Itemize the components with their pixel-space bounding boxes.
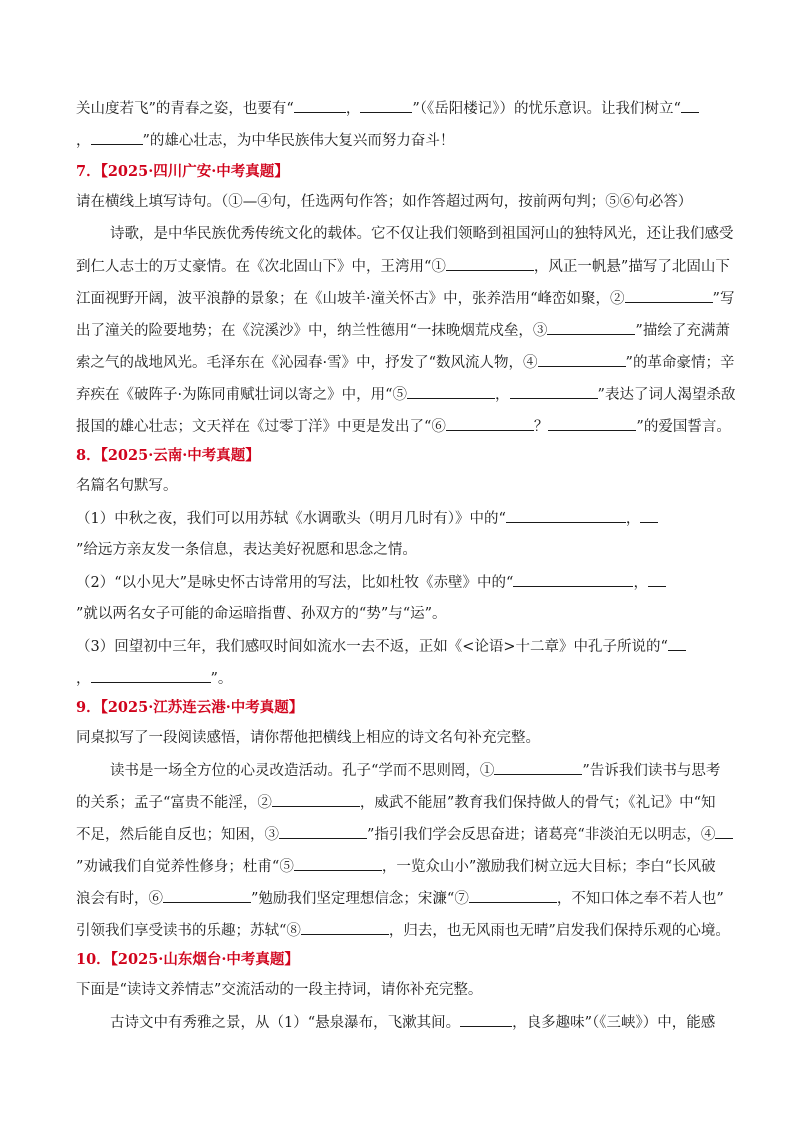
text-segment: ”的雄心壮志，为中华民族伟大复兴而努力奋斗！: [142, 133, 455, 149]
text-segment: ？: [533, 419, 549, 435]
text-line: [76, 888, 724, 909]
text-line: ”给远方亲友发一条信息，表达美好祝愿和思念之情。: [76, 542, 417, 558]
fill-blank[interactable]: [301, 920, 389, 935]
text-line: [76, 856, 716, 877]
fill-blank[interactable]: [513, 572, 633, 587]
text-segment: ”指引我们学会反思奋进；诸葛亮“非淡泊无以明志，④: [367, 827, 716, 843]
text-segment: 江面视野开阔，波平浪静的景象；在《山坡羊·潼关怀古》中，张养浩用“峰峦如聚，②: [76, 291, 625, 307]
fill-blank[interactable]: [294, 856, 382, 871]
text-segment: 出了潼关的险要地势；在《浣溪沙》中，纳兰性德用“一抹晚烟荒戍垒，③: [76, 323, 548, 339]
fill-blank[interactable]: [547, 320, 635, 335]
text-line: [76, 352, 734, 373]
text-line: [76, 668, 232, 689]
question-heading: 7．【2025·四川广安·中考真题】: [76, 163, 289, 180]
text-line: [76, 256, 730, 277]
text-segment: ”表达了词人渴望杀敌: [597, 387, 736, 403]
text-segment: ”的革命豪情；辛: [625, 355, 735, 371]
text-segment: ”。: [210, 671, 233, 687]
fill-blank[interactable]: [494, 760, 582, 775]
text-line: [76, 320, 730, 341]
fill-blank[interactable]: [538, 352, 626, 367]
text-segment: （3）回望初中三年，我们感叹时间如流水一去不返，正如《<论语>十二章》中孔子所说的“: [76, 639, 668, 655]
fill-blank[interactable]: [715, 824, 733, 839]
text-segment: 浪会有时，⑥: [76, 891, 163, 907]
text-segment: ”勉励我们坚定理想信念；宋濂“⑦: [251, 891, 469, 907]
text-segment: ”（《岳阳楼记》）的忧乐意识。让我们树立“: [412, 101, 681, 117]
fill-blank[interactable]: [279, 824, 367, 839]
fill-blank[interactable]: [625, 288, 713, 303]
question-instruction: 同桌拟写了一段阅读感悟，请你帮他把横线上相应的诗文名句补充完整。: [76, 730, 540, 746]
fill-blank[interactable]: [681, 98, 699, 113]
text-segment: ，威武不能屈”教育我们保持做人的骨气；《礼记》中“知: [359, 795, 716, 811]
text-line: [76, 572, 666, 593]
text-line: [76, 416, 731, 437]
fill-blank[interactable]: [407, 384, 495, 399]
text-segment: ，: [76, 671, 91, 687]
fill-blank[interactable]: [446, 256, 534, 271]
text-segment: ，一览众山小”激励我们树立远大目标；李白“长风破: [381, 859, 716, 875]
text-line: ”就以两名女子可能的命运暗指曹、孙双方的“势”与“运”。: [76, 606, 447, 622]
text-segment: 引领我们享受读书的乐趣；苏轼“⑧: [76, 923, 301, 939]
text-segment: ，归去，也无风雨也无晴”启发我们保持乐观的心境。: [388, 923, 730, 939]
text-segment: ”劝诫我们自觉养性修身；杜甫“⑤: [76, 859, 294, 875]
fill-blank[interactable]: [272, 792, 360, 807]
text-segment: ”告诉我们读书与思考: [582, 763, 721, 779]
question-instruction: 下面是“读诗文养情志”交流活动的一段主持词，请你补充完整。: [76, 982, 483, 998]
fill-blank[interactable]: [460, 1012, 512, 1027]
fill-blank[interactable]: [548, 416, 636, 431]
text-segment: ，不知口体之奉不若人也”: [556, 891, 724, 907]
text-segment: （2）“以小见大”是咏史怀古诗常用的写法，比如杜牧《赤壁》中的“: [76, 575, 514, 591]
text-line: [76, 288, 734, 309]
text-segment: ，良多趣味”（《三峡》）中，能感: [512, 1015, 716, 1031]
text-segment: （1）中秋之夜，我们可以用苏轼《水调歌头（明月几时有）》中的“: [76, 511, 506, 527]
fill-blank[interactable]: [648, 572, 666, 587]
text-line: [76, 508, 658, 529]
text-line: [76, 130, 454, 151]
fill-blank[interactable]: [294, 98, 346, 113]
text-segment: 的关系；孟子“富贵不能淫，②: [76, 795, 272, 811]
question-instruction: 名篇名句默写。: [76, 478, 178, 494]
text-segment: 到仁人志士的万丈豪情。在《次北固山下》中，王湾用“①: [76, 259, 446, 275]
fill-blank[interactable]: [91, 668, 211, 683]
text-line: [110, 1012, 715, 1033]
text-segment: ，: [633, 575, 648, 591]
text-line: 诗歌，是中华民族优秀传统文化的载体。它不仅让我们领略到祖国河山的独特风光，还让我们感受: [110, 226, 734, 242]
text-segment: 古诗文中有秀雅之景，从（1）“悬泉瀑布，飞漱其间。: [110, 1015, 461, 1031]
text-segment: ，: [345, 101, 361, 117]
text-segment: ，: [495, 387, 510, 403]
text-segment: 读书是一场全方位的心灵改造活动。孔子“学而不思则罔，①: [110, 763, 495, 779]
fill-blank[interactable]: [640, 508, 658, 523]
text-segment: 关山度若飞”的青春之姿，也要有“: [76, 101, 294, 117]
text-line: [76, 636, 686, 657]
text-segment: 索之气的战地风光。毛泽东在《沁园春·雪》中，抒发了“数风流人物，④: [76, 355, 538, 371]
text-segment: 报国的雄心壮志；文天祥在《过零丁洋》中更是发出了“⑥: [76, 419, 446, 435]
text-line: [110, 760, 720, 781]
text-line: [76, 792, 716, 813]
fill-blank[interactable]: [360, 98, 412, 113]
text-segment: ，风正一帆悬”描写了北固山下: [533, 259, 730, 275]
text-segment: ”的爱国誓言。: [636, 419, 731, 435]
text-segment: ，: [625, 511, 641, 527]
fill-blank[interactable]: [668, 636, 686, 651]
text-line: [76, 824, 733, 845]
text-segment: 不足，然后能自反也；知困，③: [76, 827, 279, 843]
text-segment: ，: [76, 133, 91, 149]
fill-blank[interactable]: [91, 130, 143, 145]
fill-blank[interactable]: [446, 416, 534, 431]
question-heading: 8．【2025·云南·中考真题】: [76, 447, 260, 464]
fill-blank[interactable]: [469, 888, 557, 903]
fill-blank[interactable]: [163, 888, 251, 903]
question-heading: 9．【2025·江苏连云港·中考真题】: [76, 699, 304, 716]
text-line: [76, 384, 735, 405]
text-segment: ”写: [712, 291, 735, 307]
fill-blank[interactable]: [510, 384, 598, 399]
question-heading: 10．【2025·山东烟台·中考真题】: [76, 951, 299, 968]
text-segment: 弃疾在《破阵子·为陈同甫赋壮词以寄之》中，用“⑤: [76, 387, 408, 403]
text-line: [76, 920, 730, 941]
text-line: [76, 98, 699, 119]
question-instruction: 请在横线上填写诗句。（①—④句，任选两句作答；如作答超过两句，按前两句判；⑤⑥句必答）: [76, 194, 693, 210]
fill-blank[interactable]: [506, 508, 626, 523]
text-segment: ”描绘了充满萧: [635, 323, 730, 339]
